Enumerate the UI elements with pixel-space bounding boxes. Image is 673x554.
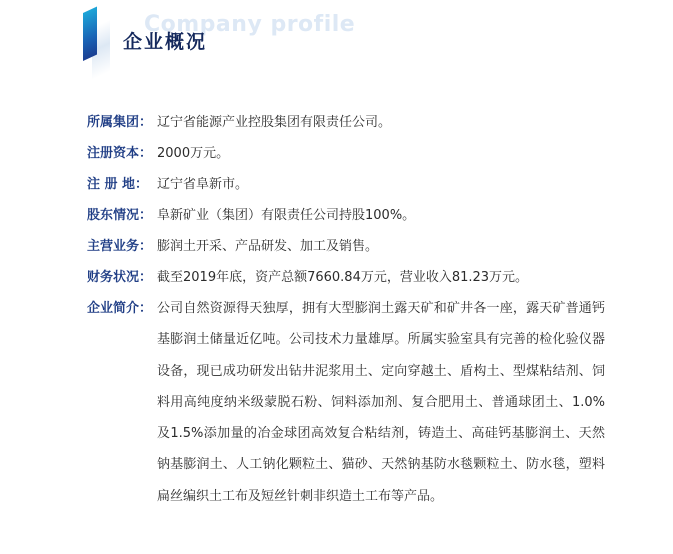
header-accent-bar [83, 6, 97, 61]
info-value-location: 辽宁省阜新市。 [157, 177, 249, 192]
info-label-business: 主营业务： [87, 239, 153, 254]
info-row-finance [87, 262, 617, 293]
info-row-business [87, 231, 617, 262]
info-label-location: 注 册 地： [87, 177, 149, 192]
info-value-finance: 截至2019年底，资产总额7660.84万元，营业收入81.23万元。 [157, 270, 529, 285]
info-value-capital: 2000万元。 [157, 146, 230, 161]
section-header [0, 0, 673, 90]
company-info [87, 107, 617, 512]
info-label-finance: 财务状况： [87, 270, 153, 285]
info-label-capital: 注册资本： [87, 146, 153, 161]
info-row-group [87, 107, 617, 138]
info-value-group: 辽宁省能源产业控股集团有限责任公司。 [157, 115, 392, 130]
info-label-shareholder: 股东情况： [87, 208, 153, 223]
info-value-business: 膨润土开采、产品研发、加工及销售。 [157, 239, 379, 254]
info-label-group: 所属集团： [87, 115, 153, 130]
info-row-location [87, 169, 617, 200]
company-intro-text: 公司自然资源得天独厚，拥有大型膨润土露天矿和矿井各一座，露天矿普通钙基膨润土储量近亿吨。公司技术力量雄厚。所属实验室具有完善的检化验仪器设备，现已成功研发出钻井泥浆用土、定向穿越土、盾构土、型煤粘结剂、饲料用高纯度纳米级蒙脱石粉、饲料添加剂、复合肥用土、普通球团土、1.0%及1.5%添加量的冶金球团高效复合粘结剂，铸造土、高硅钙基膨润土、天然钠基膨润土、人工钠化颗粒土、猫砂、天然钠基防水毯颗粒土、防水毯，塑料扁丝编织土工布及短丝针刺非织造土工布等产品。 [157, 301, 605, 504]
info-row-intro [87, 293, 617, 512]
info-value-shareholder: 阜新矿业（集团）有限责任公司持股100%。 [157, 208, 416, 223]
info-label-intro: 企业简介： [87, 301, 153, 316]
section-title: 企业概况 [123, 31, 208, 53]
section-title-en: Company profile [144, 12, 356, 37]
info-row-capital [87, 138, 617, 169]
info-row-shareholder [87, 200, 617, 231]
